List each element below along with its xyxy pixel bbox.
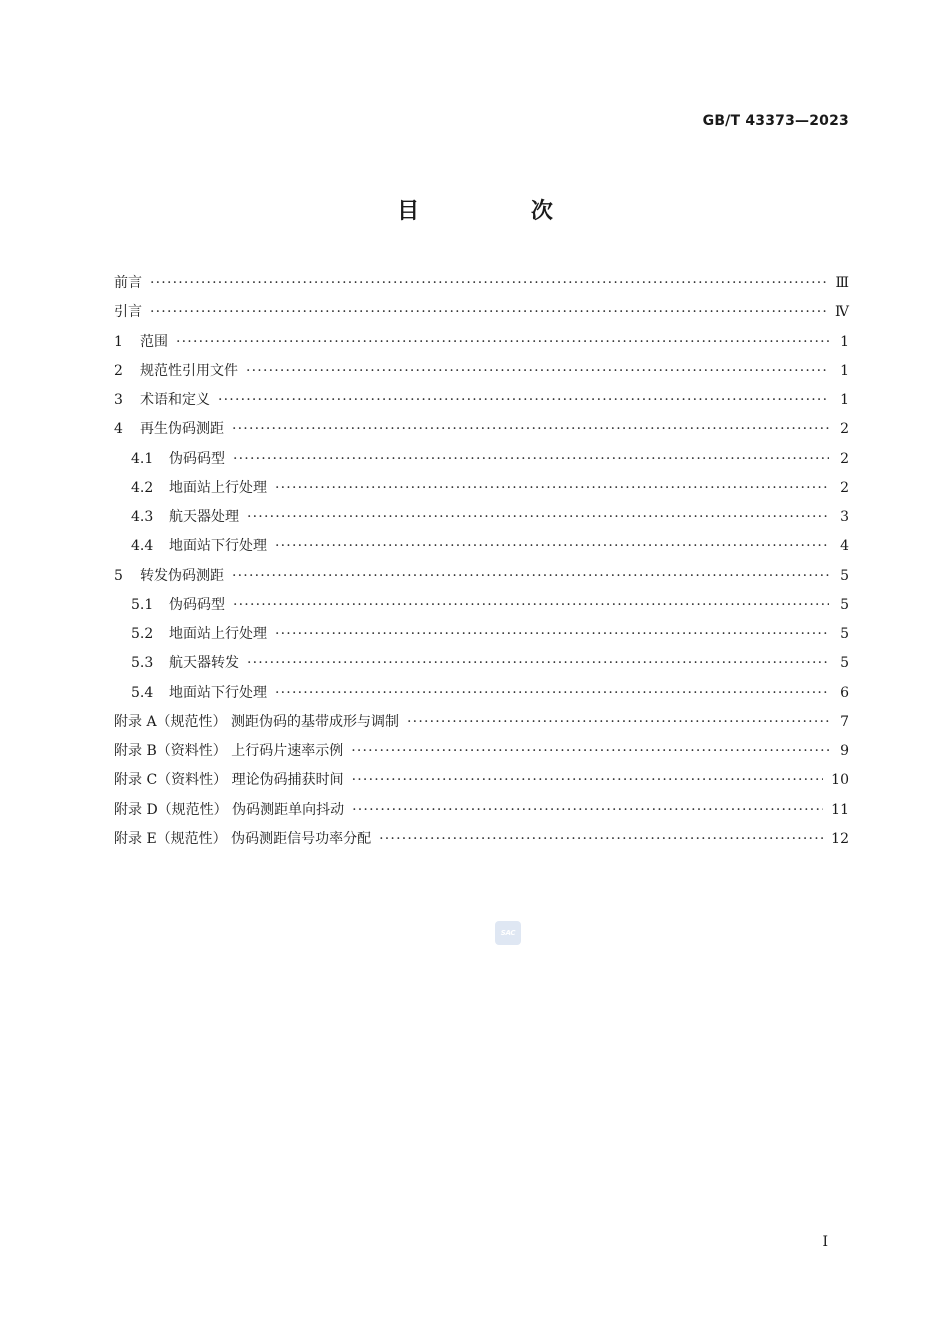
toc-entry[interactable] — [114, 766, 849, 795]
toc-entry-page: 2 — [840, 450, 849, 467]
toc-entry[interactable] — [114, 415, 849, 444]
toc-entry-label: 伪码码型 — [169, 596, 225, 613]
toc-entry[interactable] — [114, 474, 849, 503]
sac-watermark-logo: SAC — [495, 921, 521, 945]
toc-entry-title — [131, 679, 275, 708]
toc-leader-dots — [352, 796, 823, 825]
toc-entry-label: 附录 D（规范性） 伪码测距单向抖动 — [114, 801, 345, 818]
toc-entry[interactable] — [114, 328, 849, 357]
toc-entry-page: 5 — [840, 567, 849, 584]
toc-entry[interactable] — [114, 620, 849, 649]
toc-leader-dots — [275, 620, 829, 649]
toc-entry-label: 附录 A（规范性） 测距伪码的基带成形与调制 — [114, 713, 400, 730]
toc-entry[interactable] — [114, 503, 849, 532]
toc-leader-dots — [247, 503, 829, 532]
toc-leader-dots — [275, 474, 829, 503]
toc-entry-number: 4.2 — [131, 479, 154, 496]
toc-entry-page: 10 — [831, 772, 849, 789]
toc-entry-label: 再生伪码测距 — [140, 421, 224, 438]
toc-entry-page: 1 — [840, 392, 849, 409]
toc-entry-page: 5 — [840, 626, 849, 643]
toc-entry-label: 伪码码型 — [169, 450, 225, 467]
toc-entry-title — [114, 357, 246, 386]
toc-entry-number: 1 — [114, 333, 123, 350]
toc-entry-label: 航天器处理 — [169, 509, 239, 526]
page-title: 目 次 — [397, 199, 605, 224]
toc-entry-number: 4.1 — [131, 450, 154, 467]
standard-code: GB/T 43373—2023 — [702, 113, 849, 129]
toc-entry-title — [131, 649, 247, 678]
toc-entry-title — [131, 445, 233, 474]
toc-leader-dots — [233, 591, 829, 620]
toc-leader-dots — [275, 532, 829, 561]
toc-entry-number: 4.3 — [131, 509, 154, 526]
toc-entry-label: 地面站下行处理 — [169, 684, 267, 701]
toc-leader-dots — [247, 649, 829, 678]
toc-entry[interactable] — [114, 825, 849, 854]
toc-leader-dots — [232, 562, 829, 591]
toc-entry[interactable] — [114, 796, 849, 825]
toc-entry-title — [114, 766, 352, 795]
toc-entry-page: 6 — [840, 684, 849, 701]
toc-entry-number: 3 — [114, 392, 123, 409]
toc-leader-dots — [218, 386, 829, 415]
toc-entry-page: 12 — [831, 830, 849, 847]
toc-entry-title — [114, 708, 407, 737]
toc-entry-number: 5.3 — [131, 655, 154, 672]
toc-entry-label: 附录 C（资料性） 理论伪码捕获时间 — [114, 772, 344, 789]
page-number: I — [822, 1234, 828, 1250]
toc-entry-label: 术语和定义 — [140, 392, 210, 409]
toc-leader-dots — [351, 737, 829, 766]
toc-leader-dots — [246, 357, 829, 386]
toc-leader-dots — [176, 328, 829, 357]
toc-leader-dots — [352, 766, 824, 795]
toc-entry-title — [114, 562, 232, 591]
toc-entry-number: 5.4 — [131, 684, 154, 701]
toc-entry[interactable] — [114, 357, 849, 386]
toc-entry-page: 2 — [840, 479, 849, 496]
toc-entry-title — [114, 386, 218, 415]
toc-entry[interactable] — [114, 649, 849, 678]
toc-entry-label: 地面站上行处理 — [169, 626, 267, 643]
toc-entry-label: 地面站下行处理 — [169, 538, 267, 555]
toc-entry-title — [131, 532, 275, 561]
toc-entry-title — [114, 298, 150, 327]
toc-entry-page: 2 — [840, 421, 849, 438]
toc-entry-title — [114, 415, 232, 444]
toc-entry-title — [131, 620, 275, 649]
toc-entry-label: 地面站上行处理 — [169, 479, 267, 496]
toc-entry-label: 引言 — [114, 304, 142, 321]
toc-entry-page: 9 — [840, 743, 849, 760]
toc-entry-page: 3 — [840, 509, 849, 526]
toc-entry-label: 范围 — [140, 333, 168, 350]
table-of-contents — [114, 269, 849, 854]
toc-entry[interactable] — [114, 737, 849, 766]
toc-entry-page: Ⅳ — [835, 304, 849, 321]
toc-entry-title — [131, 591, 233, 620]
toc-entry-page: 5 — [840, 655, 849, 672]
toc-entry[interactable] — [114, 532, 849, 561]
toc-entry-page: 5 — [840, 596, 849, 613]
toc-entry-page: 11 — [831, 801, 849, 818]
toc-leader-dots — [275, 679, 829, 708]
toc-leader-dots — [379, 825, 823, 854]
toc-entry[interactable] — [114, 562, 849, 591]
toc-entry-title — [114, 825, 379, 854]
toc-leader-dots — [150, 298, 827, 327]
toc-entry-number: 4 — [114, 421, 123, 438]
toc-entry-label: 附录 B（资料性） 上行码片速率示例 — [114, 743, 344, 760]
toc-entry-number: 5 — [114, 567, 123, 584]
toc-entry[interactable] — [114, 386, 849, 415]
toc-entry-label: 规范性引用文件 — [140, 362, 238, 379]
toc-entry[interactable] — [114, 269, 849, 298]
toc-entry-title — [114, 269, 150, 298]
toc-entry[interactable] — [114, 445, 849, 474]
toc-entry-label: 航天器转发 — [169, 655, 239, 672]
toc-entry-label: 转发伪码测距 — [140, 567, 224, 584]
toc-entry[interactable] — [114, 591, 849, 620]
toc-entry-label: 前言 — [114, 275, 142, 292]
toc-entry-title — [114, 737, 351, 766]
toc-entry-page: 1 — [840, 362, 849, 379]
toc-entry[interactable] — [114, 708, 849, 737]
toc-entry-title — [114, 328, 176, 357]
toc-entry-title — [131, 474, 275, 503]
toc-entry-title — [131, 503, 247, 532]
toc-entry-number: 4.4 — [131, 538, 154, 555]
toc-entry-page: 1 — [840, 333, 849, 350]
toc-leader-dots — [150, 269, 827, 298]
toc-entry-number: 5.2 — [131, 626, 154, 643]
toc-entry-number: 5.1 — [131, 596, 154, 613]
toc-leader-dots — [407, 708, 829, 737]
toc-entry[interactable] — [114, 679, 849, 708]
toc-leader-dots — [232, 415, 829, 444]
toc-entry[interactable] — [114, 298, 849, 327]
toc-entry-page: Ⅲ — [835, 275, 849, 292]
toc-entry-page: 7 — [840, 713, 849, 730]
toc-entry-label: 附录 E（规范性） 伪码测距信号功率分配 — [114, 830, 372, 847]
toc-leader-dots — [233, 445, 829, 474]
toc-entry-page: 4 — [840, 538, 849, 555]
toc-entry-number: 2 — [114, 362, 123, 379]
toc-entry-title — [114, 796, 352, 825]
